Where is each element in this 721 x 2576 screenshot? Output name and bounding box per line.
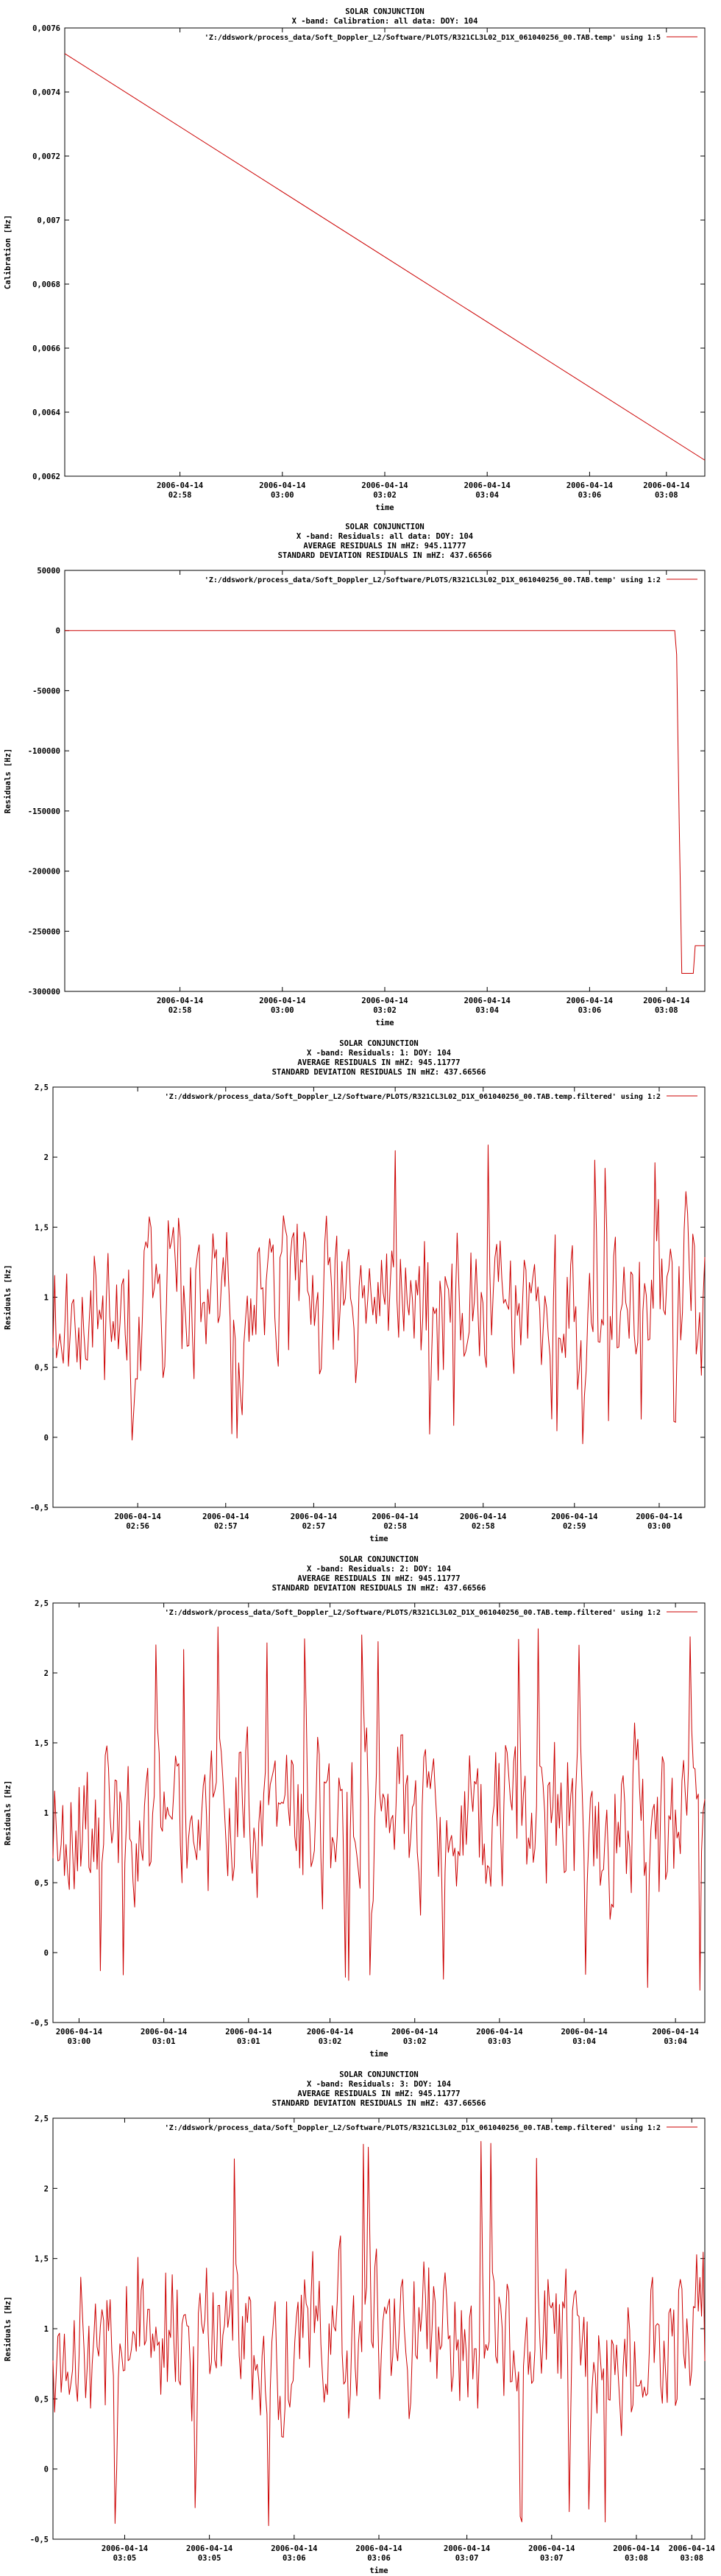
x-tick-time: 02:59 bbox=[562, 1522, 586, 1531]
x-tick-date: 2006-04-14 bbox=[444, 2544, 491, 2553]
y-tick-label: 0,5 bbox=[35, 1363, 49, 1373]
x-tick-time: 02:58 bbox=[168, 1006, 192, 1015]
legend-label: 'Z:/ddswork/process_data/Soft_Doppler_L2/Software/PLOTS/R321CL3L02_D1X_061040256_00.TAB.temp' using 1:2 bbox=[204, 576, 661, 584]
y-tick-label: 2,5 bbox=[35, 1083, 49, 1092]
y-tick-label: -100000 bbox=[27, 747, 60, 757]
x-tick-date: 2006-04-14 bbox=[566, 997, 614, 1005]
chart-title-line: X -band: Residuals: 2: DOY: 104 bbox=[307, 1565, 451, 1574]
x-tick-time: 03:00 bbox=[647, 1522, 671, 1531]
chart-5 bbox=[4, 2070, 715, 2575]
chart-title-line: STANDARD DEVIATION RESIDUALS IN mHZ: 437.66566 bbox=[271, 1584, 486, 1593]
x-tick-time: 03:07 bbox=[539, 2554, 564, 2563]
y-tick-label: -150000 bbox=[27, 807, 60, 816]
chart-title-line: AVERAGE RESIDUALS IN mHZ: 945.11777 bbox=[297, 2090, 461, 2098]
y-tick-label: 2,5 bbox=[35, 2115, 49, 2123]
x-tick-time: 02:57 bbox=[213, 1522, 238, 1531]
chart-title-line: SOLAR CONJUNCTION bbox=[339, 2070, 419, 2079]
x-tick-time: 03:05 bbox=[197, 2554, 221, 2563]
chart-title-line: SOLAR CONJUNCTION bbox=[345, 7, 425, 16]
x-tick-time: 03:08 bbox=[654, 491, 678, 500]
y-tick-label: 1 bbox=[43, 2325, 49, 2334]
y-tick-label: 1,5 bbox=[35, 2254, 49, 2264]
x-tick-date: 2006-04-14 bbox=[464, 481, 511, 490]
y-tick-label: -250000 bbox=[27, 927, 60, 937]
y-tick-label: 0,0076 bbox=[32, 24, 60, 33]
series-line bbox=[53, 1145, 705, 1444]
chart-title-line: AVERAGE RESIDUALS IN mHZ: 945.11777 bbox=[297, 1058, 461, 1067]
series-line bbox=[53, 2141, 705, 2525]
chart-title-line: X -band: Residuals: all data: DOY: 104 bbox=[296, 532, 474, 541]
x-tick-time: 02:57 bbox=[302, 1522, 326, 1531]
x-axis-label: time bbox=[369, 2050, 388, 2059]
x-tick-date: 2006-04-14 bbox=[306, 2028, 354, 2037]
y-tick-label: 0,0068 bbox=[32, 280, 60, 289]
x-tick-date: 2006-04-14 bbox=[613, 2544, 660, 2553]
y-tick-label: 1,5 bbox=[35, 1739, 49, 1748]
x-tick-date: 2006-04-14 bbox=[361, 481, 408, 490]
y-tick-label: 0,0074 bbox=[32, 88, 60, 97]
x-tick-date: 2006-04-14 bbox=[141, 2028, 188, 2037]
y-tick-label: 0,5 bbox=[35, 1879, 49, 1888]
x-tick-date: 2006-04-14 bbox=[202, 1512, 249, 1521]
x-tick-date: 2006-04-14 bbox=[460, 1512, 507, 1521]
y-tick-label: -0,5 bbox=[29, 1504, 49, 1512]
x-tick-date: 2006-04-14 bbox=[652, 2028, 699, 2037]
chart-4 bbox=[4, 1555, 705, 2059]
chart-2 bbox=[4, 523, 705, 1027]
y-tick-label: -0,5 bbox=[29, 2536, 49, 2544]
chart-title-line: X -band: Residuals: 3: DOY: 104 bbox=[307, 2080, 451, 2089]
y-tick-label: -300000 bbox=[27, 988, 60, 997]
x-tick-time: 03:04 bbox=[475, 491, 500, 500]
y-tick-label: 0,007 bbox=[37, 216, 60, 225]
y-tick-label: 0 bbox=[55, 626, 60, 636]
x-tick-time: 03:06 bbox=[578, 491, 602, 500]
x-tick-date: 2006-04-14 bbox=[643, 997, 690, 1005]
x-tick-date: 2006-04-14 bbox=[372, 1512, 419, 1521]
y-tick-label: 2 bbox=[43, 2184, 49, 2194]
y-tick-label: -50000 bbox=[32, 687, 60, 696]
x-tick-time: 02:58 bbox=[383, 1522, 407, 1531]
chart-title-line: STANDARD DEVIATION RESIDUALS IN mHZ: 437.66566 bbox=[277, 551, 492, 560]
x-axis-label: time bbox=[369, 1535, 388, 1543]
y-axis-label: Residuals [Hz] bbox=[4, 2296, 13, 2362]
x-tick-time: 03:02 bbox=[318, 2037, 342, 2046]
series-line bbox=[53, 1627, 705, 1990]
y-tick-label: 0,0064 bbox=[32, 408, 60, 417]
series-line bbox=[65, 631, 705, 974]
chart-title-line: STANDARD DEVIATION RESIDUALS IN mHZ: 437.66566 bbox=[271, 2099, 486, 2108]
x-tick-time: 02:58 bbox=[168, 491, 192, 500]
y-axis-label: Calibration [Hz] bbox=[4, 214, 13, 290]
x-tick-date: 2006-04-14 bbox=[259, 997, 306, 1005]
x-tick-date: 2006-04-14 bbox=[476, 2028, 523, 2037]
chart-1 bbox=[4, 7, 705, 512]
chart-title-line: X -band: Calibration: all data: DOY: 104 bbox=[291, 17, 478, 26]
legend-label: 'Z:/ddswork/process_data/Soft_Doppler_L2/Software/PLOTS/R321CL3L02_D1X_061040256_00.TAB.temp.filtered' using 1:2 bbox=[164, 1609, 661, 1617]
chart-title-line: AVERAGE RESIDUALS IN mHZ: 945.11777 bbox=[303, 542, 466, 551]
x-tick-time: 03:00 bbox=[67, 2037, 91, 2046]
x-axis-label: time bbox=[375, 503, 394, 512]
plot-frame bbox=[65, 28, 705, 476]
x-axis-label: time bbox=[369, 2566, 388, 2575]
x-tick-date: 2006-04-14 bbox=[636, 1512, 683, 1521]
x-tick-date: 2006-04-14 bbox=[156, 481, 204, 490]
x-tick-time: 02:58 bbox=[471, 1522, 495, 1531]
x-tick-date: 2006-04-14 bbox=[668, 2544, 715, 2553]
x-tick-time: 03:04 bbox=[664, 2037, 687, 2046]
x-tick-time: 03:04 bbox=[572, 2037, 596, 2046]
y-tick-label: 2,5 bbox=[35, 1599, 49, 1608]
x-tick-date: 2006-04-14 bbox=[464, 997, 511, 1005]
y-tick-label: 50000 bbox=[37, 567, 60, 576]
y-tick-label: 1,5 bbox=[35, 1223, 49, 1233]
y-tick-label: 0,0062 bbox=[32, 473, 60, 481]
x-tick-time: 03:08 bbox=[625, 2554, 648, 2563]
x-tick-date: 2006-04-14 bbox=[114, 1512, 161, 1521]
x-tick-date: 2006-04-14 bbox=[528, 2544, 575, 2553]
x-tick-time: 03:01 bbox=[236, 2037, 260, 2046]
x-tick-time: 03:02 bbox=[373, 1006, 397, 1015]
y-tick-label: 2 bbox=[43, 1669, 49, 1678]
y-axis-label: Residuals [Hz] bbox=[4, 1264, 13, 1330]
x-tick-date: 2006-04-14 bbox=[391, 2028, 438, 2037]
x-axis-label: time bbox=[375, 1019, 394, 1027]
x-tick-date: 2006-04-14 bbox=[156, 997, 204, 1005]
x-tick-time: 03:06 bbox=[283, 2554, 306, 2563]
legend-label: 'Z:/ddswork/process_data/Soft_Doppler_L2/Software/PLOTS/R321CL3L02_D1X_061040256_00.TAB.temp.filtered' using 1:2 bbox=[164, 2124, 661, 2132]
y-tick-label: 0 bbox=[43, 1433, 49, 1443]
x-tick-date: 2006-04-14 bbox=[225, 2028, 272, 2037]
x-tick-time: 03:07 bbox=[455, 2554, 479, 2563]
x-tick-time: 03:04 bbox=[475, 1006, 500, 1015]
x-tick-date: 2006-04-14 bbox=[101, 2544, 149, 2553]
x-tick-time: 03:01 bbox=[152, 2037, 176, 2046]
x-tick-date: 2006-04-14 bbox=[561, 2028, 608, 2037]
x-tick-time: 03:05 bbox=[113, 2554, 137, 2563]
x-tick-date: 2006-04-14 bbox=[55, 2028, 103, 2037]
x-tick-date: 2006-04-14 bbox=[643, 481, 690, 490]
x-tick-time: 03:08 bbox=[680, 2554, 704, 2563]
y-tick-label: 0 bbox=[43, 2465, 49, 2474]
y-tick-label: 2 bbox=[43, 1153, 49, 1163]
legend-label: 'Z:/ddswork/process_data/Soft_Doppler_L2/Software/PLOTS/R321CL3L02_D1X_061040256_00.TAB.temp' using 1:5 bbox=[204, 34, 661, 42]
y-tick-label: 0,0066 bbox=[32, 344, 60, 353]
x-tick-date: 2006-04-14 bbox=[290, 1512, 338, 1521]
x-tick-date: 2006-04-14 bbox=[186, 2544, 233, 2553]
series-line bbox=[65, 54, 705, 460]
x-tick-date: 2006-04-14 bbox=[355, 2544, 402, 2553]
chart-title-line: SOLAR CONJUNCTION bbox=[345, 523, 425, 531]
y-tick-label: 0,5 bbox=[35, 2395, 49, 2405]
chart-title-line: SOLAR CONJUNCTION bbox=[339, 1555, 419, 1564]
x-tick-time: 03:02 bbox=[373, 491, 397, 500]
x-tick-time: 03:06 bbox=[578, 1006, 602, 1015]
chart-title-line: SOLAR CONJUNCTION bbox=[339, 1039, 419, 1048]
x-tick-time: 03:03 bbox=[488, 2037, 511, 2046]
legend-label: 'Z:/ddswork/process_data/Soft_Doppler_L2/Software/PLOTS/R321CL3L02_D1X_061040256_00.TAB.temp.filtered' using 1:2 bbox=[164, 1093, 661, 1101]
y-tick-label: -0,5 bbox=[29, 2019, 49, 2028]
x-tick-time: 03:06 bbox=[367, 2554, 391, 2563]
y-tick-label: 0 bbox=[43, 1949, 49, 1958]
x-tick-date: 2006-04-14 bbox=[271, 2544, 318, 2553]
x-tick-date: 2006-04-14 bbox=[361, 997, 408, 1005]
chart-title-line: X -band: Residuals: 1: DOY: 104 bbox=[307, 1049, 451, 1058]
y-tick-label: 0,0072 bbox=[32, 152, 60, 161]
x-tick-time: 03:00 bbox=[270, 491, 294, 500]
y-axis-label: Residuals [Hz] bbox=[4, 748, 13, 814]
plot-frame bbox=[65, 570, 705, 991]
x-tick-time: 03:00 bbox=[270, 1006, 294, 1015]
x-tick-time: 02:56 bbox=[126, 1522, 149, 1531]
x-tick-date: 2006-04-14 bbox=[259, 481, 306, 490]
x-tick-date: 2006-04-14 bbox=[551, 1512, 598, 1521]
x-tick-time: 03:02 bbox=[402, 2037, 427, 2046]
chart-3 bbox=[4, 1039, 705, 1543]
y-tick-label: -200000 bbox=[27, 867, 60, 877]
x-tick-time: 03:08 bbox=[654, 1006, 678, 1015]
x-tick-date: 2006-04-14 bbox=[566, 481, 614, 490]
plot-frame bbox=[53, 2118, 705, 2539]
chart-title-line: STANDARD DEVIATION RESIDUALS IN mHZ: 437.66566 bbox=[271, 1068, 486, 1077]
chart-title-line: AVERAGE RESIDUALS IN mHZ: 945.11777 bbox=[297, 1574, 461, 1583]
y-axis-label: Residuals [Hz] bbox=[4, 1780, 13, 1846]
y-tick-label: 1 bbox=[43, 1809, 49, 1818]
y-tick-label: 1 bbox=[43, 1293, 49, 1303]
